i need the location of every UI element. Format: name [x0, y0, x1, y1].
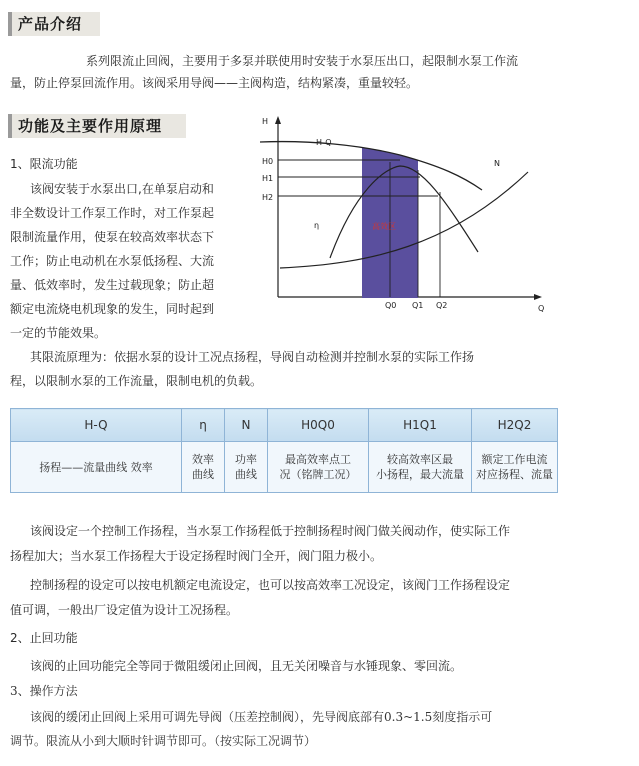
intro-line-1: 系列限流止回阀，主要用于多泵并联使用时安装于水泵压出口，起限制水泵工作流: [86, 54, 519, 68]
h0-label: H0: [262, 157, 274, 166]
flow-limit-line: 工作；防止电动机在水泵低扬程、大流: [10, 254, 215, 268]
table-cell: 效率 曲线: [182, 442, 225, 493]
section-title-function: 功能及主要作用原理: [8, 114, 186, 138]
q-axis-arrow-icon: [534, 294, 542, 300]
flow-limit-line: 一定的节能效果。: [10, 326, 107, 340]
q-axis-label: Q: [538, 304, 545, 313]
flow-limit-line: 量、低效率时，发生过载现象；防止超: [10, 278, 215, 292]
table-row: [11, 442, 558, 493]
h1-label: H1: [262, 174, 274, 183]
flow-limit-line: 非全数设计工作泵工作时，对工作泵起: [10, 206, 215, 220]
h-axis-arrow-icon: [275, 116, 281, 124]
table-header-cell: H1Q1: [369, 409, 472, 442]
setting-para-line: 控制扬程的设定可以按电机额定电流设定，也可以按高效率工况设定，该阀门工作扬程设定: [30, 578, 511, 592]
table-header-cell: H2Q2: [472, 409, 558, 442]
table-header-row: [11, 409, 558, 442]
check-para: 该阀的止回功能完全等同于微阻缓闭止回阀，且无关闭噪音与水锤现象、零回流。: [30, 659, 463, 673]
q2-label: Q2: [436, 301, 448, 310]
flow-limit-line: 该阀安装于水泵出口,在单泵启动和: [30, 182, 214, 196]
control-para-line: 扬程加大；当水泵工作扬程大于设定扬程时阀门全开，阀门阻力极小。: [10, 549, 383, 563]
operation-line-2: 调节。限流从小到大顺时针调节即可。（按实际工况调节）: [10, 734, 317, 748]
table-header-cell: H0Q0: [268, 409, 369, 442]
subheading-check: 2、止回功能: [10, 631, 78, 645]
control-para-line: 该阀设定一个控制工作扬程，当水泵工作扬程低于控制扬程时阀门做关阀动作，使实际工作: [30, 524, 511, 538]
table-header-cell: H-Q: [11, 409, 182, 442]
table-cell: 功率 曲线: [225, 442, 268, 493]
intro-line-2: 量，防止停泵回流作用。该阀采用导阀——主阀构造，结构紧凑，重量较轻。: [10, 76, 419, 90]
h2-label: H2: [262, 193, 274, 202]
n-label: N: [494, 159, 500, 168]
table-header-cell: N: [225, 409, 268, 442]
table-cell: 扬程——流量曲线 效率: [11, 442, 182, 493]
q1-label: Q1: [412, 301, 424, 310]
table-header-cell: η: [182, 409, 225, 442]
pump-curve-diagram: [250, 110, 550, 316]
h-axis-label: H: [262, 117, 269, 126]
section-title-product-intro: 产品介绍: [8, 12, 100, 36]
subheading-flow-limit: 1、限流功能: [10, 157, 78, 171]
setting-para-line: 值可调，一般出厂设定值为设计工况扬程。: [10, 603, 239, 617]
table-cell: 额定工作电流 对应扬程、流量: [472, 442, 558, 493]
operation-line-1: 该阀的缓闭止回阀上采用可调先导阀（压差控制阀），先导阀底部有0.3~1.5刻度指示可: [30, 710, 493, 724]
principle-line-1: 其限流原理为：依据水泵的设计工况点扬程，导阀自动检测并控制水泵的实际工作扬: [30, 350, 475, 364]
function-table: [10, 408, 558, 493]
table-cell: 较高效率区最 小扬程，最大流量: [369, 442, 472, 493]
subheading-operation: 3、操作方法: [10, 684, 78, 698]
hq-label: H-Q: [316, 138, 332, 147]
table-cell: 最高效率点工 况（铭牌工况）: [268, 442, 369, 493]
region-label: 高效区: [372, 222, 396, 231]
principle-line-2: 程，以限制水泵的工作流量，限制电机的负载。: [10, 374, 263, 388]
q0-label: Q0: [385, 301, 397, 310]
flow-limit-line: 额定电流烧电机现象的发生，同时起到: [10, 302, 215, 316]
flow-limit-line: 限制流量作用，使泵在较高效率状态下: [10, 230, 215, 244]
eta-label: η: [314, 221, 320, 230]
